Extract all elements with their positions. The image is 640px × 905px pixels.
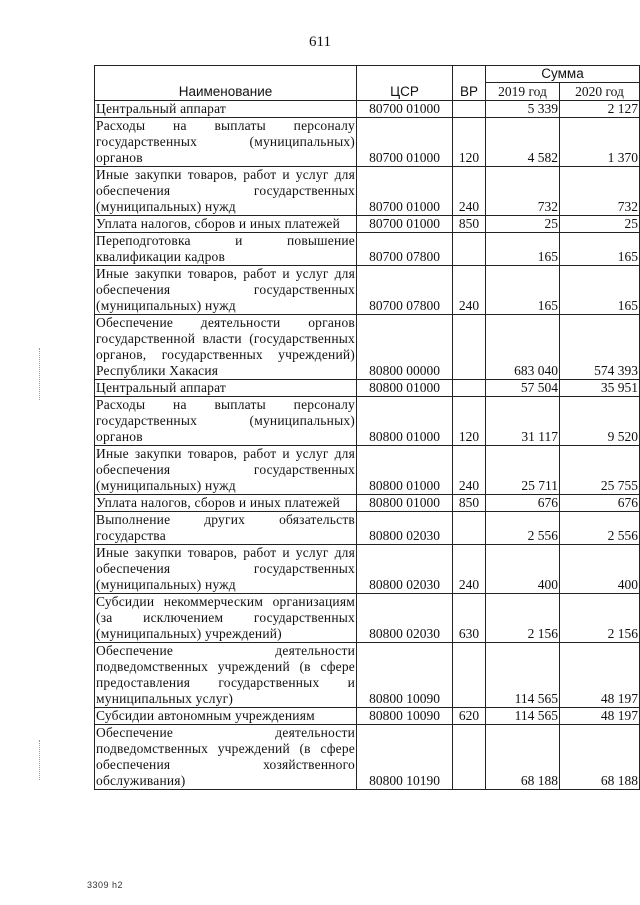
row-csr: 80700 01000	[357, 216, 453, 233]
header-year-2019: 2019 год	[486, 83, 560, 101]
row-csr: 80800 10090	[357, 643, 453, 708]
row-vr	[453, 725, 486, 790]
row-name: Обеспечение деятельности органов государственной власти (государственных органов, государственных учреждений) Республики Хакасия	[96, 315, 355, 378]
row-vr: 620	[453, 708, 486, 725]
header-vr: ВР	[453, 66, 486, 101]
row-name: Уплата налогов, сборов и иных платежей	[95, 495, 357, 512]
row-name: Расходы на выплаты персоналу государственных (муниципальных) органов	[96, 397, 355, 444]
row-name: Иные закупки товаров, работ и услуг для обеспечения государственных (муниципальных) нужд	[96, 167, 355, 214]
row-csr: 80800 01000	[357, 397, 453, 446]
table-row	[95, 495, 640, 512]
row-amount-2019: 2 156	[486, 594, 560, 643]
row-name: Обеспечение деятельности подведомственных учреждений (в сфере обеспечения хозяйственного обслуживания)	[96, 725, 355, 788]
row-vr: 850	[453, 495, 486, 512]
row-csr: 80800 10190	[357, 725, 453, 790]
row-amount-2019: 4 582	[486, 118, 560, 167]
row-amount-2019: 114 565	[486, 643, 560, 708]
row-amount-2020: 35 951	[560, 380, 640, 397]
row-amount-2019: 25	[486, 216, 560, 233]
row-vr: 120	[453, 397, 486, 446]
row-csr: 80700 07800	[357, 233, 453, 266]
row-vr	[453, 315, 486, 380]
margin-dots-lower	[39, 740, 40, 780]
row-amount-2019: 114 565	[486, 708, 560, 725]
table-row	[95, 380, 640, 397]
row-amount-2020: 165	[560, 233, 640, 266]
row-csr: 80800 01000	[357, 495, 453, 512]
table-row	[95, 397, 640, 446]
row-name: Центральный аппарат	[95, 101, 357, 118]
row-csr: 80700 07800	[357, 266, 453, 315]
row-amount-2019: 31 117	[486, 397, 560, 446]
row-csr: 80700 01000	[357, 118, 453, 167]
row-amount-2020: 2 127	[560, 101, 640, 118]
table-row	[95, 512, 640, 545]
table-row	[95, 216, 640, 233]
table-row	[95, 233, 640, 266]
row-csr: 80800 01000	[357, 446, 453, 495]
row-vr	[453, 643, 486, 708]
row-amount-2019: 400	[486, 545, 560, 594]
row-amount-2020: 48 197	[560, 708, 640, 725]
row-amount-2019: 165	[486, 266, 560, 315]
row-name: Выполнение других обязательств государства	[96, 512, 355, 543]
row-csr: 80800 02030	[357, 545, 453, 594]
row-amount-2020: 2 156	[560, 594, 640, 643]
table-header	[95, 66, 640, 101]
row-name: Обеспечение деятельности подведомственных учреждений (в сфере предоставления государственных и муниципальных услуг)	[96, 643, 355, 706]
row-amount-2020: 732	[560, 167, 640, 216]
row-amount-2019: 25 711	[486, 446, 560, 495]
header-year-2020: 2020 год	[560, 83, 640, 101]
row-amount-2019: 2 556	[486, 512, 560, 545]
row-name: Субсидии некоммерческим организациям (за исключением государственных (муниципальных) учреждений)	[96, 594, 355, 641]
header-csr: ЦСР	[357, 66, 453, 101]
row-amount-2020: 400	[560, 545, 640, 594]
row-amount-2020: 2 556	[560, 512, 640, 545]
row-name: Субсидии автономным учреждениям	[95, 708, 357, 725]
row-amount-2020: 574 393	[560, 315, 640, 380]
row-vr	[453, 512, 486, 545]
page-number: 611	[309, 34, 331, 50]
table-row	[95, 446, 640, 495]
header-name: Наименование	[95, 66, 357, 101]
row-vr: 240	[453, 446, 486, 495]
row-csr: 80700 01000	[357, 167, 453, 216]
table-row	[95, 725, 640, 790]
budget-table	[94, 65, 640, 790]
footer-code: 3309 h2	[87, 880, 124, 890]
row-name: Иные закупки товаров, работ и услуг для обеспечения государственных (муниципальных) нужд	[96, 266, 355, 313]
table-row	[95, 708, 640, 725]
table-row	[95, 101, 640, 118]
row-name: Переподготовка и повышение квалификации кадров	[96, 233, 355, 264]
row-amount-2020: 68 188	[560, 725, 640, 790]
row-vr: 240	[453, 167, 486, 216]
table-body	[95, 101, 640, 790]
margin-dots-upper	[39, 348, 40, 400]
table-row	[95, 118, 640, 167]
row-amount-2020: 165	[560, 266, 640, 315]
table-row	[95, 594, 640, 643]
row-amount-2019: 732	[486, 167, 560, 216]
row-vr	[453, 380, 486, 397]
row-csr: 80800 10090	[357, 708, 453, 725]
row-name: Центральный аппарат	[95, 380, 357, 397]
row-amount-2020: 48 197	[560, 643, 640, 708]
table-row	[95, 315, 640, 380]
row-amount-2019: 5 339	[486, 101, 560, 118]
row-vr: 240	[453, 266, 486, 315]
row-csr: 80800 01000	[357, 380, 453, 397]
row-csr: 80700 01000	[357, 101, 453, 118]
row-name: Расходы на выплаты персоналу государственных (муниципальных) органов	[96, 118, 355, 165]
row-amount-2019: 165	[486, 233, 560, 266]
row-vr: 240	[453, 545, 486, 594]
table-row	[95, 545, 640, 594]
row-amount-2020: 25 755	[560, 446, 640, 495]
row-vr: 850	[453, 216, 486, 233]
row-vr: 120	[453, 118, 486, 167]
row-amount-2019: 683 040	[486, 315, 560, 380]
table-row	[95, 167, 640, 216]
row-amount-2019: 57 504	[486, 380, 560, 397]
table-row	[95, 643, 640, 708]
row-amount-2020: 676	[560, 495, 640, 512]
row-amount-2020: 1 370	[560, 118, 640, 167]
row-vr	[453, 233, 486, 266]
table-row	[95, 266, 640, 315]
row-vr	[453, 101, 486, 118]
row-amount-2020: 25	[560, 216, 640, 233]
row-csr: 80800 02030	[357, 512, 453, 545]
header-sum: Сумма	[486, 66, 640, 83]
row-amount-2019: 676	[486, 495, 560, 512]
row-amount-2020: 9 520	[560, 397, 640, 446]
row-amount-2019: 68 188	[486, 725, 560, 790]
row-csr: 80800 00000	[357, 315, 453, 380]
row-vr: 630	[453, 594, 486, 643]
row-name: Уплата налогов, сборов и иных платежей	[95, 216, 357, 233]
row-name: Иные закупки товаров, работ и услуг для обеспечения государственных (муниципальных) нужд	[96, 446, 355, 493]
row-name: Иные закупки товаров, работ и услуг для обеспечения государственных (муниципальных) нужд	[96, 545, 355, 592]
row-csr: 80800 02030	[357, 594, 453, 643]
